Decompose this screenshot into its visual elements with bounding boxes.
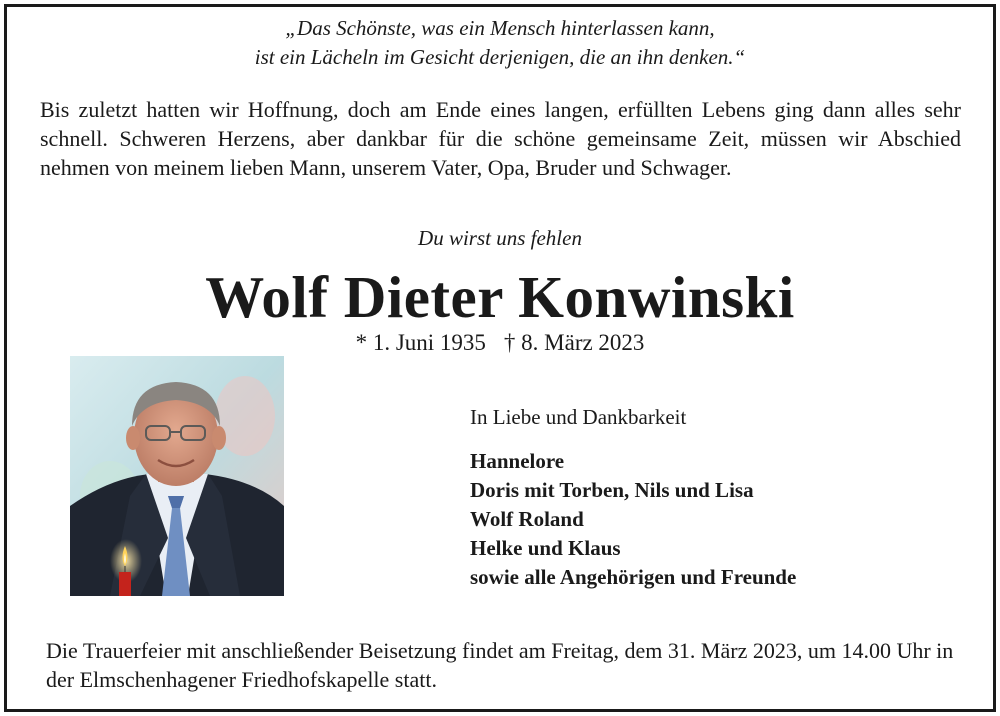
family-member: Doris mit Torben, Nils und Lisa [470, 478, 754, 502]
life-dates [0, 330, 1000, 356]
family-block [470, 405, 970, 592]
portrait-illustration [70, 356, 284, 596]
opening-quote [0, 14, 1000, 72]
family-member: Wolf Roland [470, 507, 584, 531]
death-date: † 8. März 2023 [503, 330, 645, 355]
quote-line-1: „Das Schönste, was ein Mensch hinterlassen kann, [285, 16, 715, 40]
intro-paragraph: Bis zuletzt hatten wir Hoffnung, doch am Ende eines langen, erfüllten Lebens ging dann alles sehr schnell. Schweren Herzens, aber dankbar für die schöne gemeinsame Zeit, müssen wir Abschied nehmen von meinem lieben Mann, unserem Vater, Opa, Bruder und Schwager. [40, 97, 961, 180]
deceased-name: Wolf Dieter Konwinski [205, 264, 795, 330]
family-member: sowie alle Angehörigen und Freunde [470, 565, 797, 589]
birth-date: * 1. Juni 1935 [355, 330, 486, 355]
family-member: Hannelore [470, 449, 565, 473]
portrait-photo [70, 356, 284, 596]
family-lead: In Liebe und Dankbarkeit [470, 405, 687, 429]
quote-line-2: ist ein Lächeln im Gesicht derjenigen, die an ihn denken.“ [254, 45, 746, 69]
family-member: Helke und Klaus [470, 536, 621, 560]
service-information: Die Trauerfeier mit anschließender Beisetzung findet am Freitag, dem 31. März 2023, um 14.00 Uhr in der Elmschenhagener Friedhofskapelle statt. [46, 638, 954, 692]
motto: Du wirst uns fehlen [418, 226, 582, 250]
